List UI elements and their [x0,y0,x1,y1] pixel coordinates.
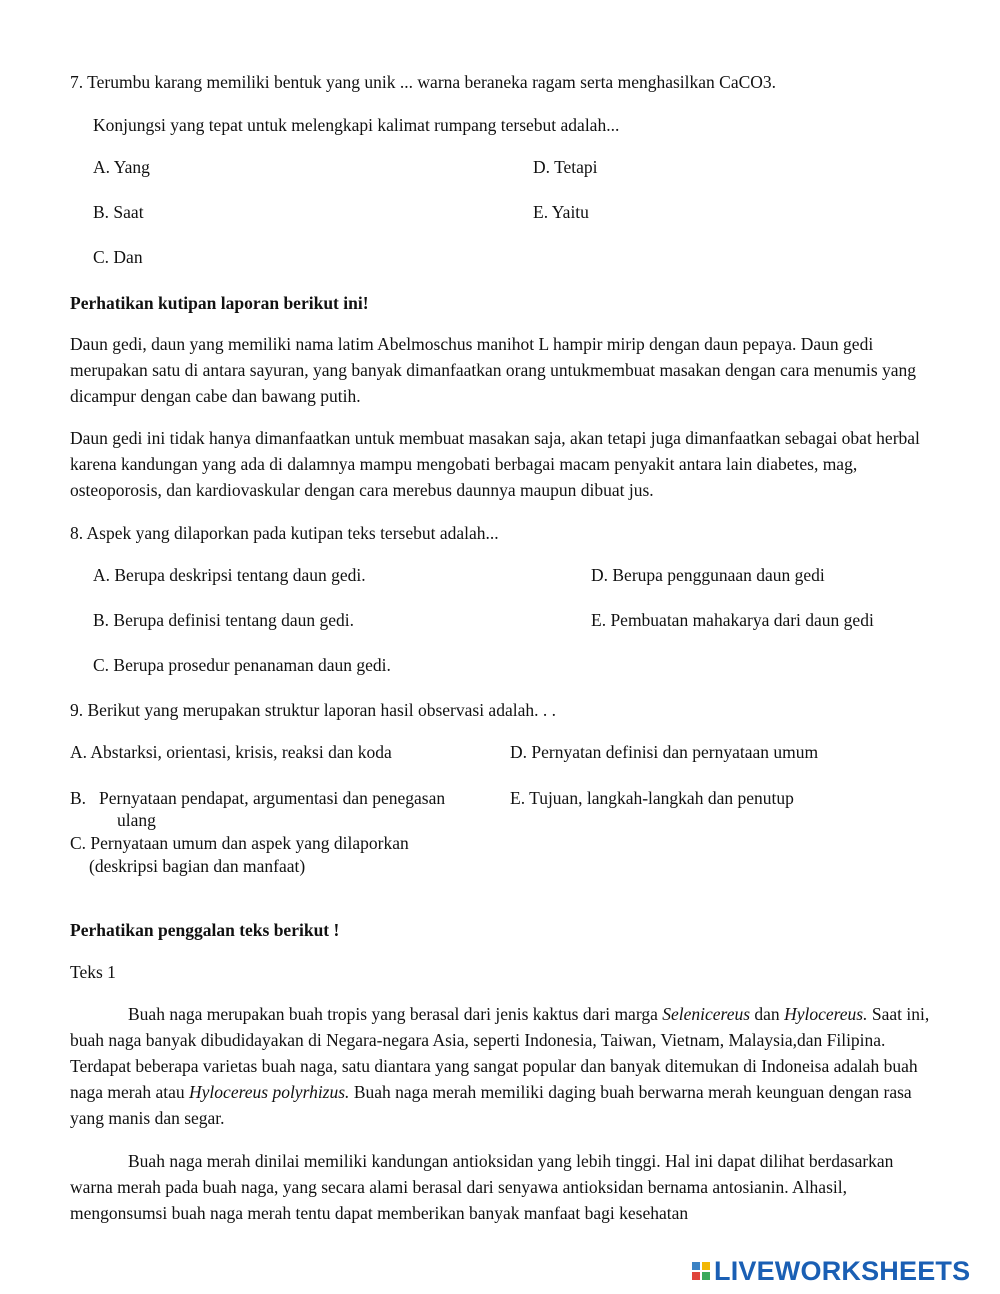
liveworksheets-logo-text: LIVEWORKSHEETS [714,1255,971,1286]
text-1-paragraph-2: Buah naga merah dinilai memiliki kandungan antioksidan yang lebih tinggi. Hal ini dapat dilihat berdasarkan warna merah pada buah naga, yang secara alami berasal dari senyawa antioksidan bernama antosianin. Alhasil, mengonsumsi buah naga merah tentu dapat memberikan banyak manfaat bagi kesehatan [70,1151,894,1223]
q8-option-c[interactable]: C. Berupa prosedur penanaman daun gedi. [93,655,391,675]
question-8-text: 8. Aspek yang dilaporkan pada kutipan teks tersebut adalah... [70,523,499,543]
logo-square-green [702,1272,710,1280]
logo-square-yellow [702,1262,710,1270]
question-7-text: 7. Terumbu karang memiliki bentuk yang unik ... warna beraneka ragam serta menghasilkan CaCO3. [70,72,777,92]
excerpt-1-paragraph-2: Daun gedi ini tidak hanya dimanfaatkan untuk membuat masakan saja, akan tetapi juga dimanfaatkan sebagai obat herbal karena kandungan yang ada di dalamnya mampu mengobati berbagai macam penyakit antara lain diabetes, mag, osteoporosis, dan kardiovaskular dengan cara merebus daunnya maupun dibuat jus. [70,428,920,500]
q9-option-c[interactable]: C. Pernyataan umum dan aspek yang dilaporkan [70,833,409,853]
q8-option-e[interactable]: E. Pembuatan mahakarya dari daun gedi [591,610,874,630]
question-9-text: 9. Berikut yang merupakan struktur laporan hasil observasi adalah. . . [70,700,556,720]
q7-option-a[interactable]: A. Yang [93,157,150,177]
logo-square-blue [692,1262,700,1270]
excerpt-1-paragraph-1: Daun gedi, daun yang memiliki nama latim Abelmoschus manihot L hampir mirip dengan daun pepaya. Daun gedi merupakan satu di antara sayuran, yang banyak dimanfaatkan orang untukmembuat masakan dengan cara menumis yang dicampur dengan cabe dan bawang putih. [70,334,917,406]
q8-option-d[interactable]: D. Berupa penggunaan daun gedi [591,565,825,585]
question-7-prompt: Konjungsi yang tepat untuk melengkapi kalimat rumpang tersebut adalah... [93,115,620,135]
text-1-paragraph-1: Buah naga merupakan buah tropis yang berasal dari jenis kaktus dari marga Selenicereus dan Hylocereus. Saat ini, buah naga banyak dibudidayakan di Negara-negara Asia, seperti Indonesia, Taiwan, Vietnam, Malaysia,dan Filipina. Terdapat beberapa varietas buah naga, satu diantara yang sangat popular dan banyak ditemukan di Indoneisa adalah buah naga merah atau Hylocereus polyrhizus. Buah naga merah memiliki daging buah berwarna merah keunguan dengan rasa yang manis dan segar. [70,1004,930,1128]
q7-option-b[interactable]: B. Saat [93,202,144,222]
text-1-label: Teks 1 [70,962,116,982]
excerpt-1-heading: Perhatikan kutipan laporan berikut ini! [70,293,369,313]
genus-selenicereus: Selenicereus [662,1004,751,1024]
logo-square-red [692,1272,700,1280]
q9-option-e[interactable]: E. Tujuan, langkah-langkah dan penutup [510,788,794,808]
q9-option-d[interactable]: D. Pernyatan definisi dan pernyataan umum [510,742,819,762]
liveworksheets-logo-icon [692,1262,710,1280]
q7-option-e[interactable]: E. Yaitu [533,202,589,222]
q9-option-c-continued[interactable]: (deskripsi bagian dan manfaat) [89,856,306,876]
liveworksheets-logo [692,1256,970,1286]
q7-option-c[interactable]: C. Dan [93,247,143,267]
species-hylocereus-polyrhizus: Hylocereus polyrhizus. [189,1082,350,1102]
excerpt-2-heading: Perhatikan penggalan teks berikut ! [70,920,340,940]
q8-option-b[interactable]: B. Berupa definisi tentang daun gedi. [93,610,354,630]
q9-option-b-letter[interactable]: B. [70,788,87,808]
q8-option-a[interactable]: A. Berupa deskripsi tentang daun gedi. [93,565,366,585]
q7-option-d[interactable]: D. Tetapi [533,157,598,177]
genus-hylocereus: Hylocereus. [784,1004,868,1024]
q9-option-b[interactable]: Pernyataan pendapat, argumentasi dan penegasan [99,788,446,808]
q9-option-a[interactable]: A. Abstarksi, orientasi, krisis, reaksi dan koda [70,742,392,762]
q9-option-b-continued[interactable]: ulang [117,810,156,830]
